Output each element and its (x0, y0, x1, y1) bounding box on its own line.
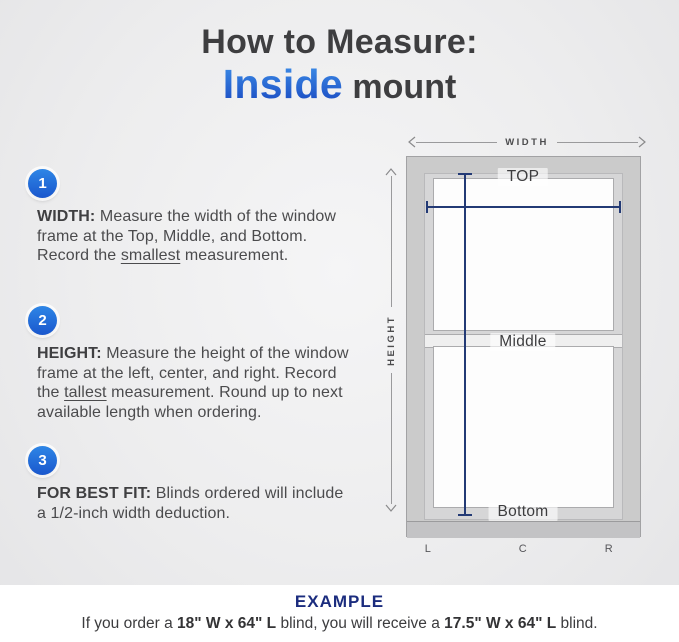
step-3-number-badge: 3 (28, 446, 57, 475)
width-dimension-arrow (408, 135, 646, 149)
lower-sash-glass (433, 346, 614, 508)
step-1-underlined-word: smallest (120, 247, 181, 264)
step-3 (28, 446, 358, 523)
example-text-1: If you order a (81, 615, 178, 632)
arrowhead-down-icon (385, 504, 397, 512)
right-marker: R (604, 543, 614, 555)
step-3-body: Blinds ordered will include a 1/2-inch width deduction. (37, 485, 344, 522)
middle-position-label: Middle (490, 333, 555, 351)
arrowhead-up-icon (385, 168, 397, 176)
step-2-underlined-word: tallest (64, 384, 107, 401)
title-line2 (0, 62, 679, 106)
title-line1: How to Measure: (201, 23, 478, 61)
height-arrow-line-bottom (391, 373, 392, 504)
step-2 (28, 306, 358, 422)
title-rest-mount: mount (342, 67, 457, 106)
step-2-body-end: measurement. Round up to next available length when ordering. (37, 384, 343, 421)
window-measure-diagram (375, 128, 675, 578)
step-1 (28, 169, 358, 266)
example-sentence (0, 615, 679, 633)
title-accent-inside: Inside (222, 60, 343, 107)
top-position-label: TOP (498, 168, 548, 186)
left-marker: L (424, 543, 432, 555)
example-footer (0, 585, 679, 642)
height-arrow-line-top (391, 176, 392, 307)
example-text-3: blind. (556, 615, 598, 632)
step-1-number-badge: 1 (28, 169, 57, 198)
bottom-position-label: Bottom (489, 503, 558, 521)
example-ordered-size: 18" W x 64" L (177, 615, 277, 632)
step-2-number-badge: 2 (28, 306, 57, 335)
arrowhead-right-icon (638, 136, 646, 148)
step-2-body: Measure the height of the window frame at the left, center, and right. Record the (37, 345, 349, 401)
step-2-label: HEIGHT: (37, 345, 102, 362)
example-text-2: blind, you will receive a (276, 615, 445, 632)
step-1-body-end: measurement. (180, 247, 289, 264)
example-received-size: 17.5" W x 64" L (444, 615, 557, 632)
width-arrow-line-right (557, 142, 638, 143)
width-arrow-line-left (416, 142, 497, 143)
center-marker: C (518, 543, 528, 555)
step-3-label: FOR BEST FIT: (37, 485, 152, 502)
height-dimension-label: HEIGHT (385, 314, 397, 366)
step-1-body: Measure the width of the window frame at the Top, Middle, and Bottom. Record the (37, 208, 337, 264)
step-1-label: WIDTH: (37, 208, 96, 225)
window-sill (407, 521, 640, 538)
upper-sash-glass (433, 178, 614, 331)
vertical-measure-line (464, 173, 466, 516)
horizontal-measure-line (426, 206, 621, 208)
step-1-text (37, 207, 355, 266)
step-2-text (37, 344, 355, 422)
width-dimension-label: WIDTH (505, 136, 549, 148)
example-heading: EXAMPLE (294, 592, 385, 611)
page-title (0, 24, 679, 106)
arrowhead-left-icon (408, 136, 416, 148)
step-3-text (37, 484, 355, 523)
height-dimension-arrow (384, 168, 398, 512)
